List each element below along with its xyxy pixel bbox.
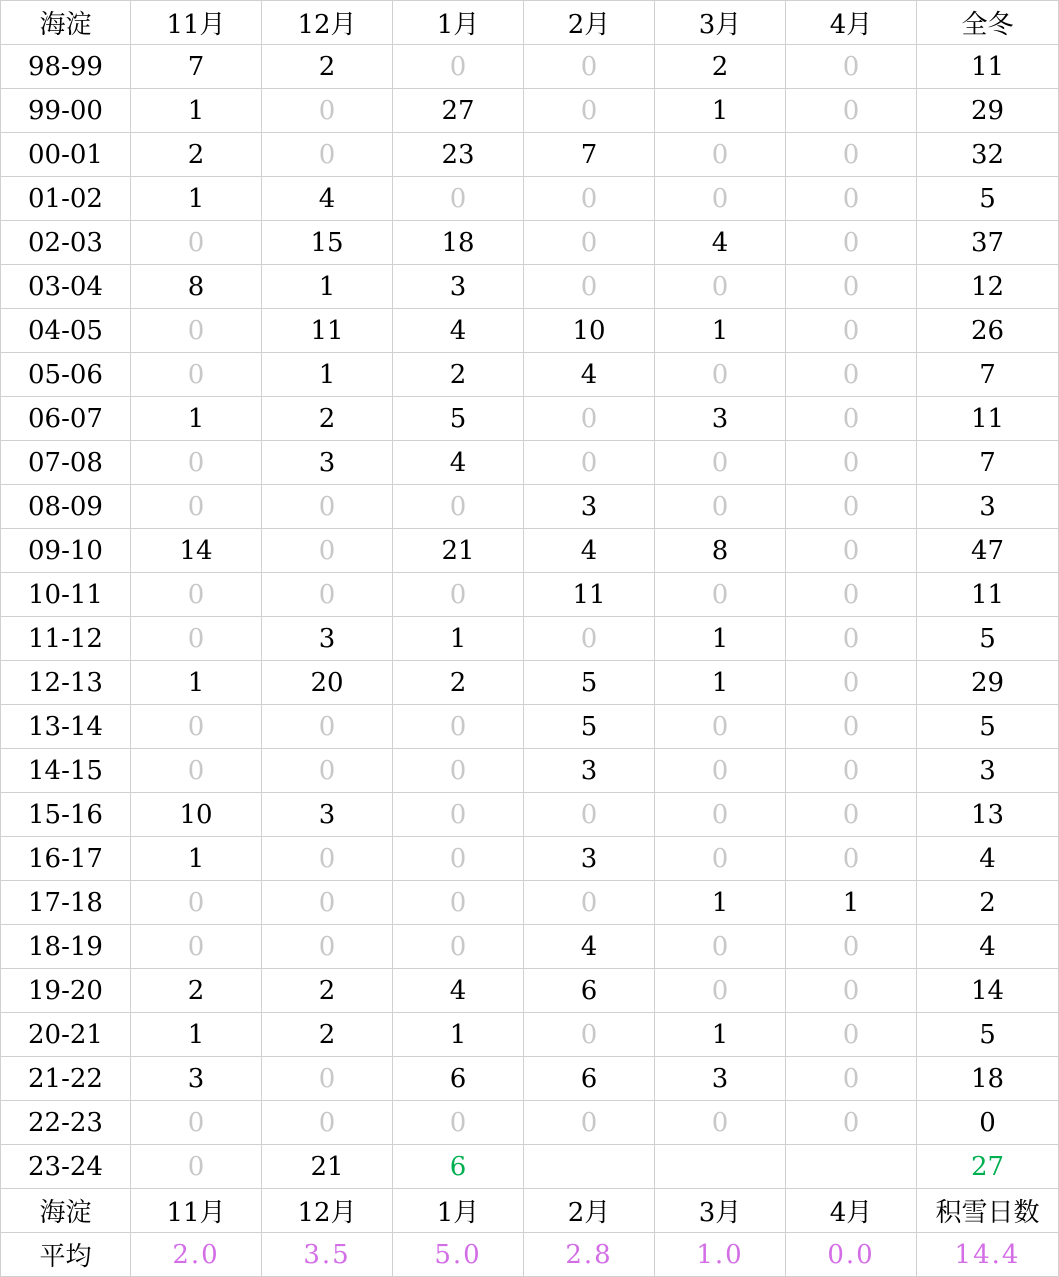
month-value-cell: 4 (393, 969, 524, 1013)
month-value-cell: 0 (524, 881, 655, 925)
month-value-cell: 0 (786, 45, 917, 89)
month-value-cell: 0 (131, 881, 262, 925)
month-value-cell: 1 (393, 617, 524, 661)
month-value-cell: 0 (786, 397, 917, 441)
table-row (1, 793, 1059, 837)
month-value-cell: 1 (655, 617, 786, 661)
winter-total-cell: 7 (917, 441, 1059, 485)
month-value-cell: 11 (524, 573, 655, 617)
month-value-cell: 0 (131, 1145, 262, 1189)
season-cell: 04-05 (1, 309, 131, 353)
month-value-cell: 4 (393, 441, 524, 485)
month-value-cell: 0 (655, 837, 786, 881)
month-value-cell: 4 (524, 353, 655, 397)
season-cell: 06-07 (1, 397, 131, 441)
month-value-cell: 0 (131, 617, 262, 661)
month-value-cell: 0 (655, 1101, 786, 1145)
month-value-cell: 10 (131, 793, 262, 837)
month-value-cell: 0 (655, 441, 786, 485)
average-row (1, 1233, 1059, 1277)
month-value-cell: 0 (131, 353, 262, 397)
season-cell: 98-99 (1, 45, 131, 89)
table-row (1, 221, 1059, 265)
month-value-cell: 3 (524, 837, 655, 881)
month-value-cell: 21 (393, 529, 524, 573)
winter-total-cell: 5 (917, 1013, 1059, 1057)
average-value-cell: 3.5 (262, 1233, 393, 1277)
month-value-cell: 1 (262, 265, 393, 309)
season-cell: 12-13 (1, 661, 131, 705)
month-value-cell: 0 (393, 837, 524, 881)
month-value-cell: 18 (393, 221, 524, 265)
winter-total-cell: 27 (917, 1145, 1059, 1189)
month-value-cell: 0 (786, 89, 917, 133)
winter-total-cell: 3 (917, 485, 1059, 529)
header-cell-station: 海淀 (1, 1, 131, 45)
month-value-cell: 4 (524, 529, 655, 573)
season-cell: 23-24 (1, 1145, 131, 1189)
header-cell-winter-total: 全冬 (917, 1, 1059, 45)
month-value-cell: 0 (393, 573, 524, 617)
month-value-cell: 7 (131, 45, 262, 89)
table-row (1, 925, 1059, 969)
season-cell: 15-16 (1, 793, 131, 837)
month-value-cell: 2 (131, 133, 262, 177)
month-value-cell: 0 (131, 309, 262, 353)
average-value-cell: 2.0 (131, 1233, 262, 1277)
month-value-cell: 0 (262, 529, 393, 573)
season-cell: 11-12 (1, 617, 131, 661)
month-value-cell: 3 (524, 485, 655, 529)
month-value-cell: 4 (262, 177, 393, 221)
month-value-cell: 21 (262, 1145, 393, 1189)
winter-total-cell: 18 (917, 1057, 1059, 1101)
month-value-cell: 7 (524, 133, 655, 177)
summary-header-cell: 3月 (655, 1189, 786, 1233)
month-value-cell: 8 (131, 265, 262, 309)
month-value-cell: 0 (655, 177, 786, 221)
month-value-cell: 0 (524, 1013, 655, 1057)
month-value-cell: 0 (786, 353, 917, 397)
month-value-cell: 0 (393, 793, 524, 837)
season-cell: 07-08 (1, 441, 131, 485)
month-value-cell: 0 (262, 749, 393, 793)
month-value-cell: 0 (786, 309, 917, 353)
month-value-cell: 0 (131, 749, 262, 793)
month-value-cell: 1 (131, 397, 262, 441)
table-row (1, 353, 1059, 397)
month-value-cell: 2 (262, 45, 393, 89)
table-row (1, 1057, 1059, 1101)
table-row (1, 969, 1059, 1013)
season-cell: 00-01 (1, 133, 131, 177)
month-value-cell (786, 1145, 917, 1189)
month-value-cell: 0 (786, 485, 917, 529)
summary-header-cell: 2月 (524, 1189, 655, 1233)
month-value-cell: 0 (786, 705, 917, 749)
winter-total-cell: 29 (917, 661, 1059, 705)
table-row (1, 441, 1059, 485)
header-cell-mar: 3月 (655, 1, 786, 45)
winter-total-cell: 11 (917, 45, 1059, 89)
month-value-cell: 0 (786, 749, 917, 793)
month-value-cell: 0 (262, 485, 393, 529)
month-value-cell: 0 (262, 925, 393, 969)
month-value-cell: 23 (393, 133, 524, 177)
month-value-cell: 0 (131, 221, 262, 265)
month-value-cell: 0 (262, 133, 393, 177)
season-cell: 16-17 (1, 837, 131, 881)
month-value-cell: 3 (262, 793, 393, 837)
month-value-cell: 0 (786, 1101, 917, 1145)
month-value-cell: 0 (524, 221, 655, 265)
table-row (1, 133, 1059, 177)
month-value-cell: 0 (524, 441, 655, 485)
month-value-cell: 4 (655, 221, 786, 265)
month-value-cell: 1 (655, 89, 786, 133)
table-row (1, 177, 1059, 221)
winter-total-cell: 26 (917, 309, 1059, 353)
header-cell-dec: 12月 (262, 1, 393, 45)
season-cell: 03-04 (1, 265, 131, 309)
month-value-cell: 0 (655, 705, 786, 749)
month-value-cell: 1 (262, 353, 393, 397)
summary-header-snow-days: 积雪日数 (917, 1189, 1059, 1233)
winter-total-cell: 2 (917, 881, 1059, 925)
month-value-cell: 1 (131, 177, 262, 221)
table-row (1, 397, 1059, 441)
month-value-cell: 0 (786, 837, 917, 881)
summary-header-cell: 12月 (262, 1189, 393, 1233)
month-value-cell: 0 (786, 441, 917, 485)
summary-header-cell: 4月 (786, 1189, 917, 1233)
winter-total-cell: 32 (917, 133, 1059, 177)
month-value-cell: 0 (655, 925, 786, 969)
season-cell: 14-15 (1, 749, 131, 793)
winter-total-cell: 4 (917, 837, 1059, 881)
month-value-cell: 0 (262, 881, 393, 925)
month-value-cell: 0 (262, 1057, 393, 1101)
month-value-cell: 2 (393, 353, 524, 397)
month-value-cell: 0 (786, 573, 917, 617)
month-value-cell: 0 (786, 1013, 917, 1057)
month-value-cell: 3 (131, 1057, 262, 1101)
winter-total-cell: 47 (917, 529, 1059, 573)
season-cell: 09-10 (1, 529, 131, 573)
average-value-cell: 5.0 (393, 1233, 524, 1277)
table-row (1, 1145, 1059, 1189)
table-row (1, 309, 1059, 353)
season-cell: 21-22 (1, 1057, 131, 1101)
average-value-cell: 1.0 (655, 1233, 786, 1277)
month-value-cell: 0 (786, 969, 917, 1013)
winter-total-cell: 14 (917, 969, 1059, 1013)
month-value-cell (655, 1145, 786, 1189)
month-value-cell: 0 (131, 441, 262, 485)
winter-total-cell: 13 (917, 793, 1059, 837)
winter-total-cell: 11 (917, 573, 1059, 617)
average-total-cell: 14.4 (917, 1233, 1059, 1277)
season-cell: 19-20 (1, 969, 131, 1013)
winter-total-cell: 3 (917, 749, 1059, 793)
month-value-cell: 14 (131, 529, 262, 573)
month-value-cell: 0 (524, 265, 655, 309)
winter-total-cell: 37 (917, 221, 1059, 265)
month-value-cell: 0 (786, 925, 917, 969)
month-value-cell: 0 (786, 1057, 917, 1101)
month-value-cell: 0 (655, 749, 786, 793)
average-label: 平均 (1, 1233, 131, 1277)
month-value-cell: 3 (262, 617, 393, 661)
month-value-cell: 0 (262, 705, 393, 749)
table-row (1, 705, 1059, 749)
month-value-cell: 2 (262, 969, 393, 1013)
month-value-cell: 0 (786, 221, 917, 265)
season-cell: 02-03 (1, 221, 131, 265)
summary-header-cell: 11月 (131, 1189, 262, 1233)
month-value-cell: 0 (131, 485, 262, 529)
table-row (1, 1101, 1059, 1145)
month-value-cell: 0 (131, 705, 262, 749)
season-cell: 18-19 (1, 925, 131, 969)
month-value-cell: 3 (655, 397, 786, 441)
month-value-cell: 0 (786, 133, 917, 177)
month-value-cell: 0 (524, 397, 655, 441)
month-value-cell: 1 (655, 881, 786, 925)
average-value-cell: 0.0 (786, 1233, 917, 1277)
table-row (1, 45, 1059, 89)
month-value-cell: 1 (131, 837, 262, 881)
month-value-cell: 0 (524, 89, 655, 133)
month-value-cell: 0 (262, 573, 393, 617)
month-value-cell: 0 (393, 749, 524, 793)
header-cell-apr: 4月 (786, 1, 917, 45)
table-row (1, 1013, 1059, 1057)
month-value-cell: 0 (393, 177, 524, 221)
month-value-cell: 11 (262, 309, 393, 353)
table-row (1, 881, 1059, 925)
month-value-cell: 0 (393, 485, 524, 529)
table-row (1, 617, 1059, 661)
month-value-cell: 0 (786, 177, 917, 221)
month-value-cell: 0 (131, 1101, 262, 1145)
month-value-cell: 0 (524, 793, 655, 837)
month-value-cell: 1 (131, 661, 262, 705)
table-row (1, 837, 1059, 881)
winter-total-cell: 5 (917, 617, 1059, 661)
winter-total-cell: 11 (917, 397, 1059, 441)
month-value-cell: 0 (524, 617, 655, 661)
month-value-cell (524, 1145, 655, 1189)
month-value-cell: 3 (524, 749, 655, 793)
season-cell: 01-02 (1, 177, 131, 221)
month-value-cell: 6 (393, 1145, 524, 1189)
month-value-cell: 5 (393, 397, 524, 441)
month-value-cell: 1 (393, 1013, 524, 1057)
month-value-cell: 27 (393, 89, 524, 133)
winter-total-cell: 0 (917, 1101, 1059, 1145)
table-row (1, 265, 1059, 309)
month-value-cell: 2 (131, 969, 262, 1013)
average-value-cell: 2.8 (524, 1233, 655, 1277)
month-value-cell: 8 (655, 529, 786, 573)
season-cell: 05-06 (1, 353, 131, 397)
month-value-cell: 1 (655, 309, 786, 353)
season-cell: 10-11 (1, 573, 131, 617)
summary-header-cell: 海淀 (1, 1189, 131, 1233)
month-value-cell: 10 (524, 309, 655, 353)
month-value-cell: 0 (393, 1101, 524, 1145)
table-row (1, 529, 1059, 573)
winter-total-cell: 5 (917, 705, 1059, 749)
month-value-cell: 5 (524, 661, 655, 705)
month-value-cell: 4 (524, 925, 655, 969)
table-row (1, 661, 1059, 705)
table-row (1, 485, 1059, 529)
winter-total-cell: 5 (917, 177, 1059, 221)
month-value-cell: 0 (262, 837, 393, 881)
month-value-cell: 2 (655, 45, 786, 89)
season-cell: 08-09 (1, 485, 131, 529)
month-value-cell: 0 (786, 265, 917, 309)
month-value-cell: 0 (655, 573, 786, 617)
month-value-cell: 0 (393, 925, 524, 969)
month-value-cell: 5 (524, 705, 655, 749)
summary-header-row (1, 1189, 1059, 1233)
month-value-cell: 1 (131, 1013, 262, 1057)
header-cell-jan: 1月 (393, 1, 524, 45)
month-value-cell: 6 (393, 1057, 524, 1101)
month-value-cell: 2 (393, 661, 524, 705)
month-value-cell: 0 (131, 925, 262, 969)
month-value-cell: 3 (655, 1057, 786, 1101)
month-value-cell: 0 (655, 485, 786, 529)
season-cell: 17-18 (1, 881, 131, 925)
month-value-cell: 1 (131, 89, 262, 133)
month-value-cell: 0 (786, 529, 917, 573)
table-row (1, 573, 1059, 617)
winter-total-cell: 4 (917, 925, 1059, 969)
season-cell: 22-23 (1, 1101, 131, 1145)
month-value-cell: 20 (262, 661, 393, 705)
month-value-cell: 6 (524, 969, 655, 1013)
month-value-cell: 0 (393, 45, 524, 89)
month-value-cell: 0 (262, 1101, 393, 1145)
month-value-cell: 0 (524, 1101, 655, 1145)
winter-total-cell: 29 (917, 89, 1059, 133)
month-value-cell: 0 (655, 265, 786, 309)
month-value-cell: 2 (262, 397, 393, 441)
month-value-cell: 0 (655, 793, 786, 837)
month-value-cell: 6 (524, 1057, 655, 1101)
month-value-cell: 3 (393, 265, 524, 309)
month-value-cell: 0 (655, 353, 786, 397)
winter-total-cell: 12 (917, 265, 1059, 309)
month-value-cell: 15 (262, 221, 393, 265)
month-value-cell: 1 (786, 881, 917, 925)
month-value-cell: 0 (524, 45, 655, 89)
month-value-cell: 0 (786, 661, 917, 705)
header-cell-nov: 11月 (131, 1, 262, 45)
month-value-cell: 0 (655, 969, 786, 1013)
month-value-cell: 2 (262, 1013, 393, 1057)
header-cell-feb: 2月 (524, 1, 655, 45)
table-row (1, 89, 1059, 133)
month-value-cell: 0 (786, 793, 917, 837)
month-value-cell: 0 (786, 617, 917, 661)
month-value-cell: 3 (262, 441, 393, 485)
month-value-cell: 0 (393, 881, 524, 925)
season-cell: 99-00 (1, 89, 131, 133)
month-value-cell: 4 (393, 309, 524, 353)
summary-header-cell: 1月 (393, 1189, 524, 1233)
table-row (1, 749, 1059, 793)
table-body (1, 1, 1059, 1277)
season-cell: 20-21 (1, 1013, 131, 1057)
month-value-cell: 0 (131, 573, 262, 617)
month-value-cell: 0 (655, 133, 786, 177)
header-row (1, 1, 1059, 45)
month-value-cell: 1 (655, 661, 786, 705)
month-value-cell: 0 (524, 177, 655, 221)
month-value-cell: 0 (262, 89, 393, 133)
winter-total-cell: 7 (917, 353, 1059, 397)
season-cell: 13-14 (1, 705, 131, 749)
month-value-cell: 0 (393, 705, 524, 749)
month-value-cell: 1 (655, 1013, 786, 1057)
